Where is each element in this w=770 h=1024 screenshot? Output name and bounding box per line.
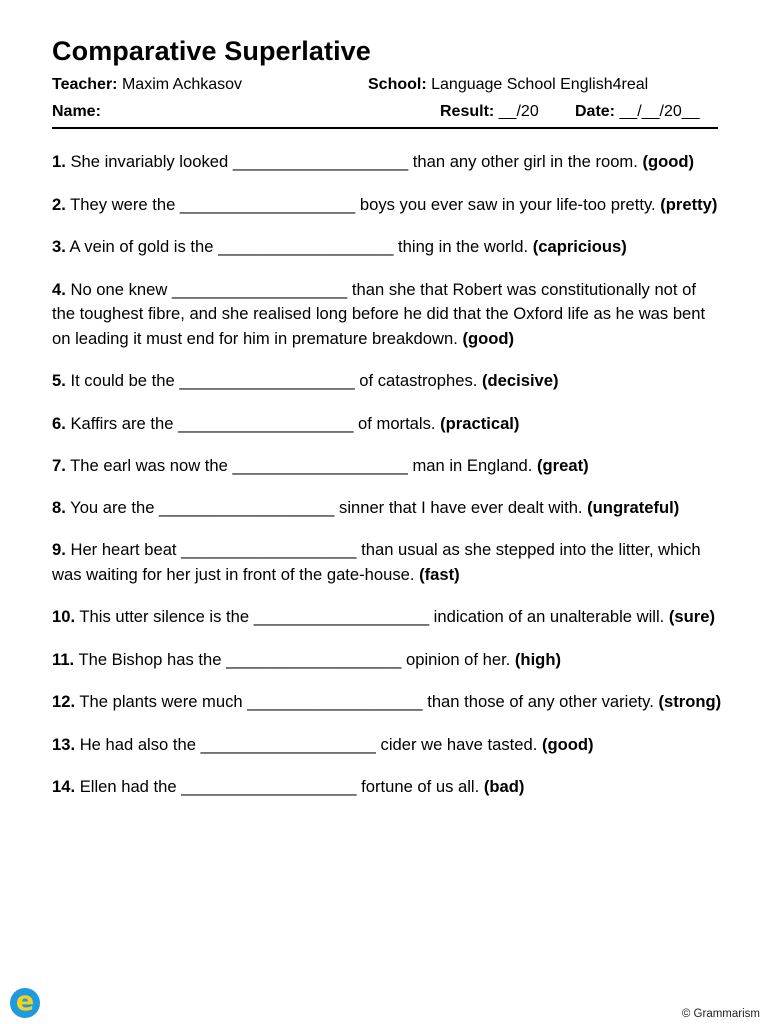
answer-blank: ___________________ bbox=[253, 607, 430, 626]
question-text-after: boys you ever saw in your life-too pretty. bbox=[355, 194, 661, 214]
question-text-after: thing in the world. bbox=[393, 237, 533, 256]
question-item bbox=[52, 496, 722, 521]
word-hint: (sure) bbox=[668, 607, 716, 626]
question-number: 14. bbox=[52, 777, 76, 796]
date-value: __/__/20__ bbox=[619, 103, 700, 120]
result-line bbox=[440, 103, 539, 121]
english4real-logo-icon bbox=[10, 988, 40, 1018]
question-text-after: than any other girl in the room. bbox=[408, 152, 643, 171]
word-hint: (great) bbox=[537, 456, 589, 475]
question-item bbox=[52, 412, 722, 437]
question-text-before: The earl was now the bbox=[70, 456, 233, 475]
question-text-before: A vein of gold is the bbox=[69, 237, 219, 256]
teacher-label: Teacher: bbox=[52, 76, 118, 93]
result-value: __/20 bbox=[498, 103, 539, 120]
question-item bbox=[52, 150, 722, 175]
answer-blank: ___________________ bbox=[181, 540, 357, 559]
question-text-after: than usual as she stepped into the litter, which was waiting for her just in front of the gate-house. bbox=[52, 540, 701, 584]
question-number: 6. bbox=[52, 413, 66, 433]
question-number: 7. bbox=[52, 456, 66, 475]
word-hint: (ungrateful) bbox=[587, 497, 680, 517]
copyright-text: © Grammarism bbox=[681, 1008, 760, 1020]
question-text-after: indication of an unalterable will. bbox=[429, 607, 669, 626]
answer-blank: ___________________ bbox=[178, 413, 354, 433]
question-text-before: The plants were much bbox=[79, 692, 248, 711]
question-number: 11. bbox=[52, 649, 75, 669]
answer-blank: ___________________ bbox=[200, 734, 376, 754]
answer-blank: ___________________ bbox=[181, 777, 357, 796]
answer-blank: ___________________ bbox=[232, 456, 408, 475]
question-text-after: fortune of us all. bbox=[356, 777, 484, 796]
question-text-before: You are the bbox=[70, 497, 160, 517]
question-item bbox=[52, 648, 722, 673]
answer-blank: ___________________ bbox=[218, 237, 394, 256]
question-number: 8. bbox=[52, 497, 66, 517]
answer-blank: ___________________ bbox=[226, 649, 402, 669]
question-item bbox=[52, 690, 722, 715]
question-text-after: of mortals. bbox=[353, 413, 441, 433]
question-number: 3. bbox=[52, 237, 66, 256]
question-list bbox=[52, 150, 722, 800]
question-number: 13. bbox=[52, 734, 76, 754]
date-line bbox=[575, 103, 700, 121]
answer-blank: ___________________ bbox=[179, 371, 355, 390]
word-hint: (high) bbox=[514, 649, 561, 669]
word-hint: (good) bbox=[462, 328, 515, 348]
question-text-after: than she that Robert was constitutionally not of the toughest fibre, and she realised long before he did that the Oxford life as he was bent on leading it must end for him in premature breakdown. bbox=[52, 279, 706, 348]
logo-letter: e bbox=[15, 986, 35, 1017]
question-item bbox=[52, 775, 722, 800]
word-hint: (good) bbox=[541, 734, 594, 754]
question-text-before: No one knew bbox=[70, 279, 172, 299]
word-hint: (pretty) bbox=[660, 194, 718, 214]
school-value: Language School English4real bbox=[431, 76, 649, 93]
question-item bbox=[52, 278, 722, 352]
name-label: Name: bbox=[52, 103, 101, 120]
result-label: Result: bbox=[440, 103, 495, 120]
answer-blank: ___________________ bbox=[247, 692, 423, 711]
question-text-after: than those of any other variety. bbox=[422, 692, 659, 711]
question-text-before: Kaffirs are the bbox=[70, 413, 179, 433]
name-line bbox=[52, 103, 101, 121]
question-number: 9. bbox=[52, 540, 66, 559]
school-label: School: bbox=[368, 76, 427, 93]
answer-blank: ___________________ bbox=[171, 279, 348, 299]
teacher-value: Maxim Achkasov bbox=[121, 76, 243, 93]
teacher-line bbox=[52, 76, 242, 94]
question-number: 12. bbox=[52, 692, 76, 711]
question-text-after: cider we have tasted. bbox=[375, 734, 542, 754]
word-hint: (bad) bbox=[483, 777, 525, 796]
question-item bbox=[52, 369, 722, 394]
question-text-after: opinion of her. bbox=[401, 649, 515, 669]
question-text-after: sinner that I have ever dealt with. bbox=[334, 497, 588, 517]
question-text-before: He had also the bbox=[79, 734, 201, 754]
question-text-before: This utter silence is the bbox=[79, 607, 254, 626]
question-text-before: She invariably looked bbox=[70, 152, 233, 171]
answer-blank: ___________________ bbox=[159, 497, 335, 517]
date-label: Date: bbox=[575, 103, 616, 120]
word-hint: (strong) bbox=[658, 692, 722, 711]
question-text-before: The Bishop has the bbox=[78, 649, 227, 669]
question-number: 10. bbox=[52, 607, 76, 626]
header-divider bbox=[52, 127, 718, 129]
question-text-before: They were the bbox=[70, 194, 180, 214]
question-text-before: It could be the bbox=[70, 371, 180, 390]
school-line bbox=[368, 76, 648, 94]
question-item bbox=[52, 193, 722, 218]
question-number: 4. bbox=[52, 279, 66, 299]
question-text-after: man in England. bbox=[407, 456, 538, 475]
question-number: 5. bbox=[52, 371, 66, 390]
question-number: 2. bbox=[52, 194, 66, 214]
question-item bbox=[52, 733, 722, 758]
question-number: 1. bbox=[52, 152, 66, 171]
question-item bbox=[52, 454, 722, 479]
question-text-after: of catastrophes. bbox=[354, 371, 482, 390]
question-item bbox=[52, 235, 722, 260]
question-text-before: Her heart beat bbox=[70, 540, 182, 559]
word-hint: (decisive) bbox=[481, 371, 559, 390]
word-hint: (fast) bbox=[419, 564, 460, 584]
word-hint: (good) bbox=[642, 152, 695, 171]
question-item bbox=[52, 538, 722, 587]
question-item bbox=[52, 605, 722, 630]
answer-blank: ___________________ bbox=[232, 152, 409, 171]
answer-blank: ___________________ bbox=[179, 194, 356, 214]
question-text-before: Ellen had the bbox=[79, 777, 182, 796]
word-hint: (practical) bbox=[440, 413, 520, 433]
page-title: Comparative Superlative bbox=[52, 36, 371, 66]
word-hint: (capricious) bbox=[532, 237, 627, 256]
